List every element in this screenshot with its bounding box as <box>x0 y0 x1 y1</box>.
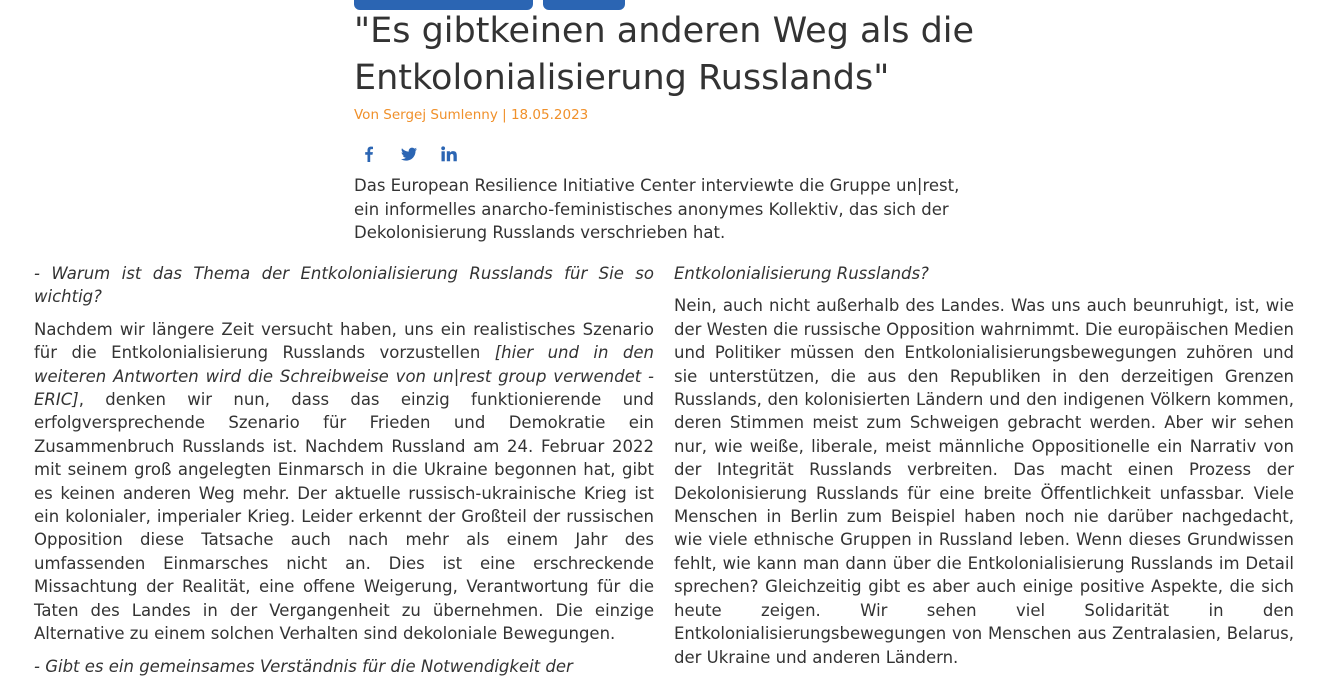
article-column-right <box>674 262 1294 678</box>
answer-text: Nachdem wir längere Zeit versucht haben, uns ein realistisches Szenario für die Entkolonialisierung Russlands vorzustellen <box>34 319 654 363</box>
share-bar <box>354 144 994 164</box>
article-header <box>354 8 994 245</box>
interview-question: - Warum ist das Thema der Entkolonialisierung Russlands für Sie so wichtig? <box>34 264 654 307</box>
interview-answer <box>34 318 654 646</box>
interview-answer: Nein, auch nicht außerhalb des Landes. Was uns auch beunruhigt, ist, wie der Westen die russische Opposition wahrnimmt. Die europäischen Medien und Politiker müssen den Entkolonialisierungsbewegungen zuhören und sie unterstützen, die aus den Republiken in den derzeitigen Grenzen Russlands, den kolonisierten Ländern und den indigenen Völkern kommen, deren Stimmen meist zum Schweigen gebracht werden. Aber wir sehen nur, wie weiße, liberale, meist männliche Oppositionelle ein Narrativ von der Integrität Russlands verbreiten. Das macht einen Prozess der Dekolonisierung Russlands für eine breite Öffentlichkeit unfassbar. Viele Menschen in Berlin zum Beispiel haben noch nie darüber nachgedacht, wie viele ethnische Gruppen in Russland leben. Wenn dieses Grundwissen fehlt, wie kann man dann über die Entkolonialisierung Russlands im Detail sprechen? Gleichzeitig gibt es aber auch einige positive Aspekte, die sich heute zeigen. Wir sehen viel Solidarität in den Entkolonialisierungsbewegungen von Menschen aus Zentralasien, Belarus, der Ukraine und anderen Ländern. <box>674 296 1294 667</box>
interview-question: - Gibt es ein gemeinsames Verständnis für die Notwendigkeit der <box>34 656 573 676</box>
author-date: Von Sergej Sumlenny | 18.05.2023 <box>354 107 589 123</box>
page-title: "Es gibtkeinen anderen Weg als die Entkolonialisierung Russlands" <box>354 11 975 98</box>
interview-question-cont: Entkolonialisierung Russlands? <box>674 264 929 283</box>
editor-note: [hier und in den weiteren Antworten wird die Schreibweise von un|rest group verwendet - ERIC] <box>34 343 654 410</box>
article-intro: Das European Resilience Initiative Center interviewte die Gruppe un|rest, ein informelles anarcho-feministisches anonymes Kollektiv, das sich der Dekolonisierung Russlands verschrieben hat. <box>354 176 960 242</box>
article-column-left <box>34 262 654 687</box>
twitter-icon[interactable] <box>400 145 418 163</box>
answer-text-cont: , denken wir nun, dass das einzig funktionierende und erfolgversprechende Szenario für Frieden und Demokratie ein Zusammenbruch Russlands ist. Nachdem Russland am 24. Februar 2022 mit seinem groß angelegten Einmarsch in die Ukraine begonnen hat, gibt es keinen anderen Weg mehr. Der aktuelle russisch-ukrainische Krieg ist ein kolonialer, imperialer Krieg. Leider erkennt der Großteil der russischen Opposition diese Tatsache auch nach mehr als einem Jahr des umfassenden Einmarsches nicht an. Dies ist eine erschreckende Missachtung der Realität, eine offene Weigerung, Verantwortung für die Taten des Landes in der Vergangenheit zu übernehmen. Die einzige Alternative zu einem solchen Verhalten sind dekoloniale Bewegungen. <box>34 390 654 644</box>
linkedin-icon[interactable] <box>440 145 458 163</box>
facebook-icon[interactable] <box>360 145 378 163</box>
